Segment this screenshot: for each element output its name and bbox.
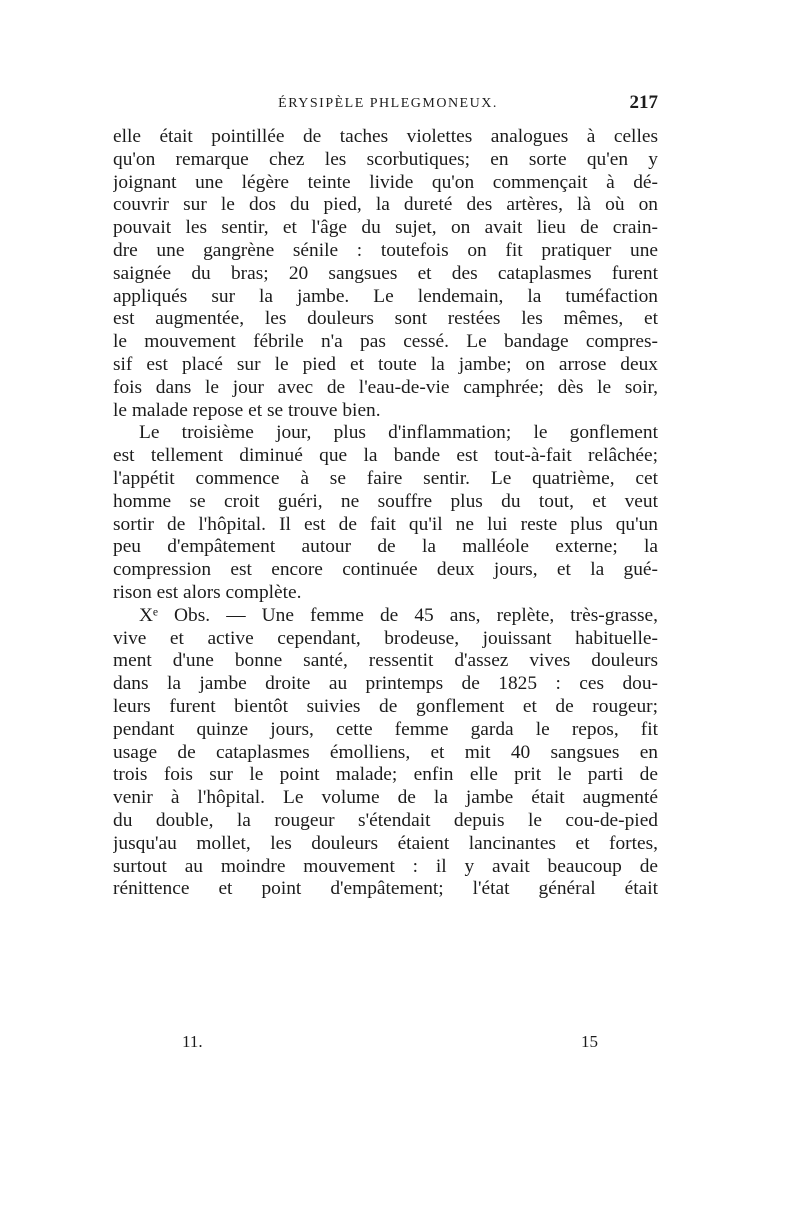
text-line: le mouvement fébrile n'a pas cessé. Le bandage compres- <box>113 331 658 353</box>
text-line: sortir de l'hôpital. Il est de fait qu'il ne lui reste plus qu'un <box>113 513 658 535</box>
text-line: saignée du bras; 20 sangsues et des cataplasmes furent <box>113 262 658 284</box>
body-text <box>113 126 658 901</box>
text-line: rison est alors complète. <box>113 581 302 603</box>
text-line: ment d'une bonne santé, ressentit d'assez vives douleurs <box>113 650 658 672</box>
text-line: dans la jambe droite au printemps de 1825 : ces dou- <box>113 673 658 695</box>
text-line: Le troisième jour, plus d'inflammation; le gonflement <box>139 422 658 444</box>
observation-heading-line: Xᵉ Obs. — Une femme de 45 ans, replète, très-grasse, <box>139 604 658 626</box>
text-line: rénittence et point d'empâtement; l'état général était <box>113 878 658 900</box>
text-line: sif est placé sur le pied et toute la jambe; on arrose deux <box>113 353 658 375</box>
text-line: dre une gangrène sénile : toutefois on fit pratiquer une <box>113 239 658 261</box>
text-line: est augmentée, les douleurs sont restées les mêmes, et <box>113 308 658 330</box>
text-line: surtout au moindre mouvement : il y avait beaucoup de <box>113 855 658 877</box>
text-line: fois dans le jour avec de l'eau-de-vie camphrée; dès le soir, <box>113 376 658 398</box>
text-line: pouvait les sentir, et l'âge du sujet, on avait lieu de crain- <box>113 217 658 239</box>
text-line: l'appétit commence à se faire sentir. Le quatrième, cet <box>113 467 658 489</box>
text-line: vive et active cependant, brodeuse, jouissant habituelle- <box>113 627 658 649</box>
signature-mark: 11. <box>182 1032 203 1051</box>
text-line: joignant une légère teinte livide qu'on commençait à dé- <box>113 171 658 193</box>
text-line: usage de cataplasmes émolliens, et mit 40 sangsues en <box>113 741 658 763</box>
text-line: homme se croit guéri, ne souffre plus du tout, et veut <box>113 490 658 512</box>
text-line: appliqués sur la jambe. Le lendemain, la tuméfaction <box>113 285 658 307</box>
page-header <box>118 92 658 122</box>
text-line: leurs furent bientôt suivies de gonflement et de rougeur; <box>113 695 658 717</box>
text-line: du double, la rougeur s'étendait depuis le cou-de-pied <box>113 809 658 831</box>
text-line: qu'on remarque chez les scorbutiques; en sorte qu'en y <box>113 148 658 170</box>
text-line: jusqu'au mollet, les douleurs étaient lancinantes et fortes, <box>113 832 658 854</box>
text-line: trois fois sur le point malade; enfin elle prit le parti de <box>113 764 658 786</box>
text-line: le malade repose et se trouve bien. <box>113 399 381 421</box>
running-head: ÉRYSIPÈLE PHLEGMONEUX. <box>278 96 498 111</box>
text-line: elle était pointillée de taches violettes analogues à celles <box>113 126 658 147</box>
page-footer <box>118 1032 598 1056</box>
text-line: est tellement diminué que la bande est tout-à-fait relâchée; <box>113 445 658 467</box>
text-line: peu d'empâtement autour de la malléole externe; la <box>113 536 658 558</box>
text-line: pendant quinze jours, cette femme garda le repos, fit <box>113 718 658 740</box>
text-line: couvrir sur le dos du pied, la dureté des artères, là où on <box>113 194 658 216</box>
sheet-number: 15 <box>581 1032 598 1051</box>
page-number: 217 <box>629 92 658 113</box>
text-line: compression est encore continuée deux jours, et la gué- <box>113 559 658 581</box>
text-line: venir à l'hôpital. Le volume de la jambe était augmenté <box>113 787 658 809</box>
